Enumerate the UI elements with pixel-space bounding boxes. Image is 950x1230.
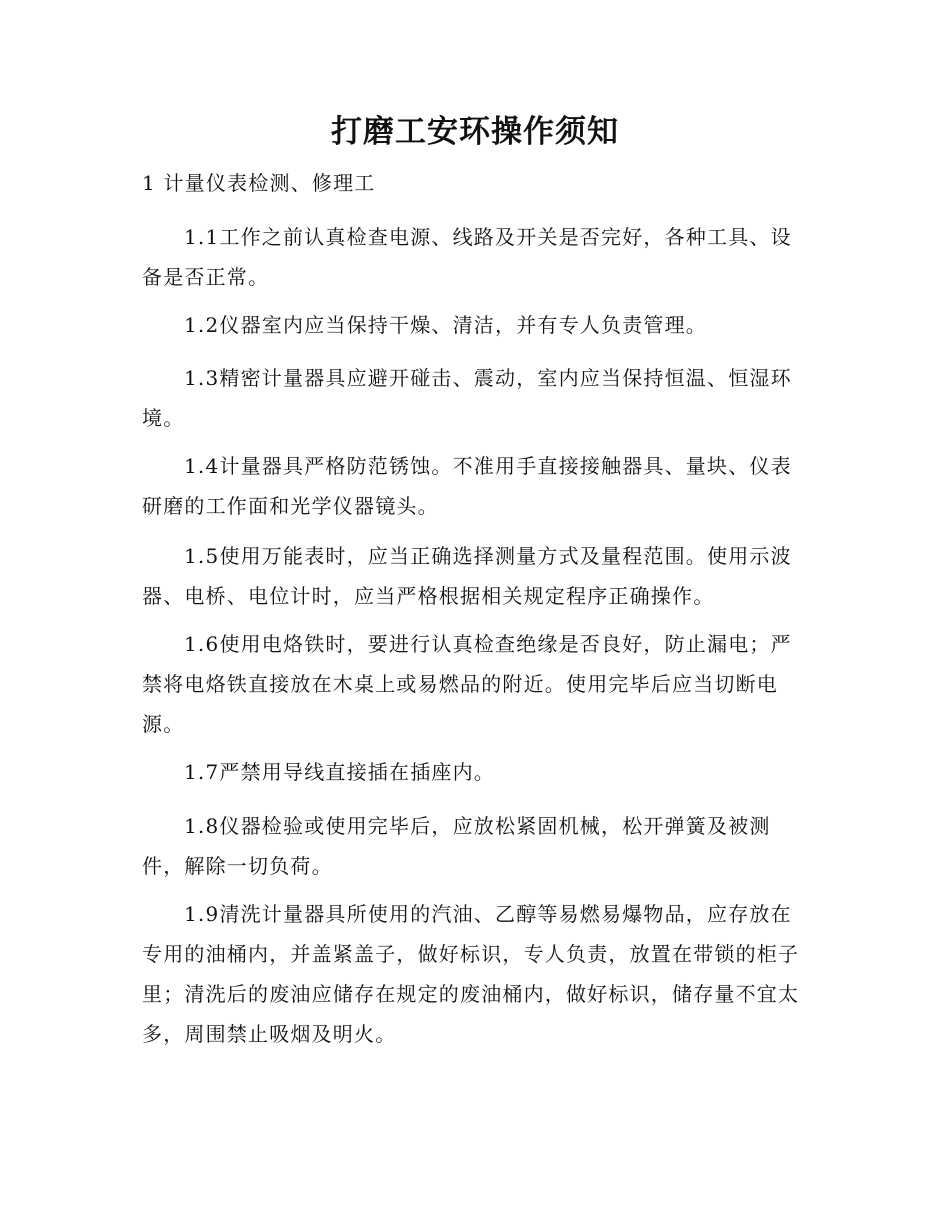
paragraph-1-8: 1.8仪器检验或使用完毕后，应放松紧固机械，松开弹簧及被测件，解除一切负荷。 [142,814,771,878]
section-heading: 1 计量仪表检测、修理工 [142,171,376,195]
paragraph-1-1: 1.1工作之前认真检查电源、线路及开关是否完好，各种工具、设备是否正常。 [142,225,792,289]
document-title: 打磨工安环操作须知 [331,114,619,150]
paragraph-1-5: 1.5使用万能表时，应当正确选择测量方式及量程范围。使用示波器、电桥、电位计时，应当严格根据相关规定程序正确操作。 [142,544,792,608]
paragraph-1-9: 1.9清洗计量器具所使用的汽油、乙醇等易燃易爆物品，应存放在专用的油桶内，并盖紧盖子，做好标识，专人负责，放置在带锁的柜子里；清洗后的废油应储存在规定的废油桶内，做好标识，储存量不宜太多，周围禁止吸烟及明火。 [142,902,800,1046]
paragraph-1-7: 1.7严禁用导线直接插在插座内。 [184,760,496,784]
paragraph-1-6: 1.6使用电烙铁时，要进行认真检查绝缘是否良好，防止漏电；严禁将电烙铁直接放在木桌上或易燃品的附近。使用完毕后应当切断电源。 [142,632,792,736]
paragraph-1-3: 1.3精密计量器具应避开碰击、震动，室内应当保持恒温、恒湿环境。 [142,366,792,430]
paragraph-1-2: 1.2仪器室内应当保持干燥、清洁，并有专人负责管理。 [184,313,708,337]
paragraph-1-4: 1.4计量器具严格防范锈蚀。不准用手直接接触器具、量块、仪表研磨的工作面和光学仪器镜头。 [142,454,792,518]
